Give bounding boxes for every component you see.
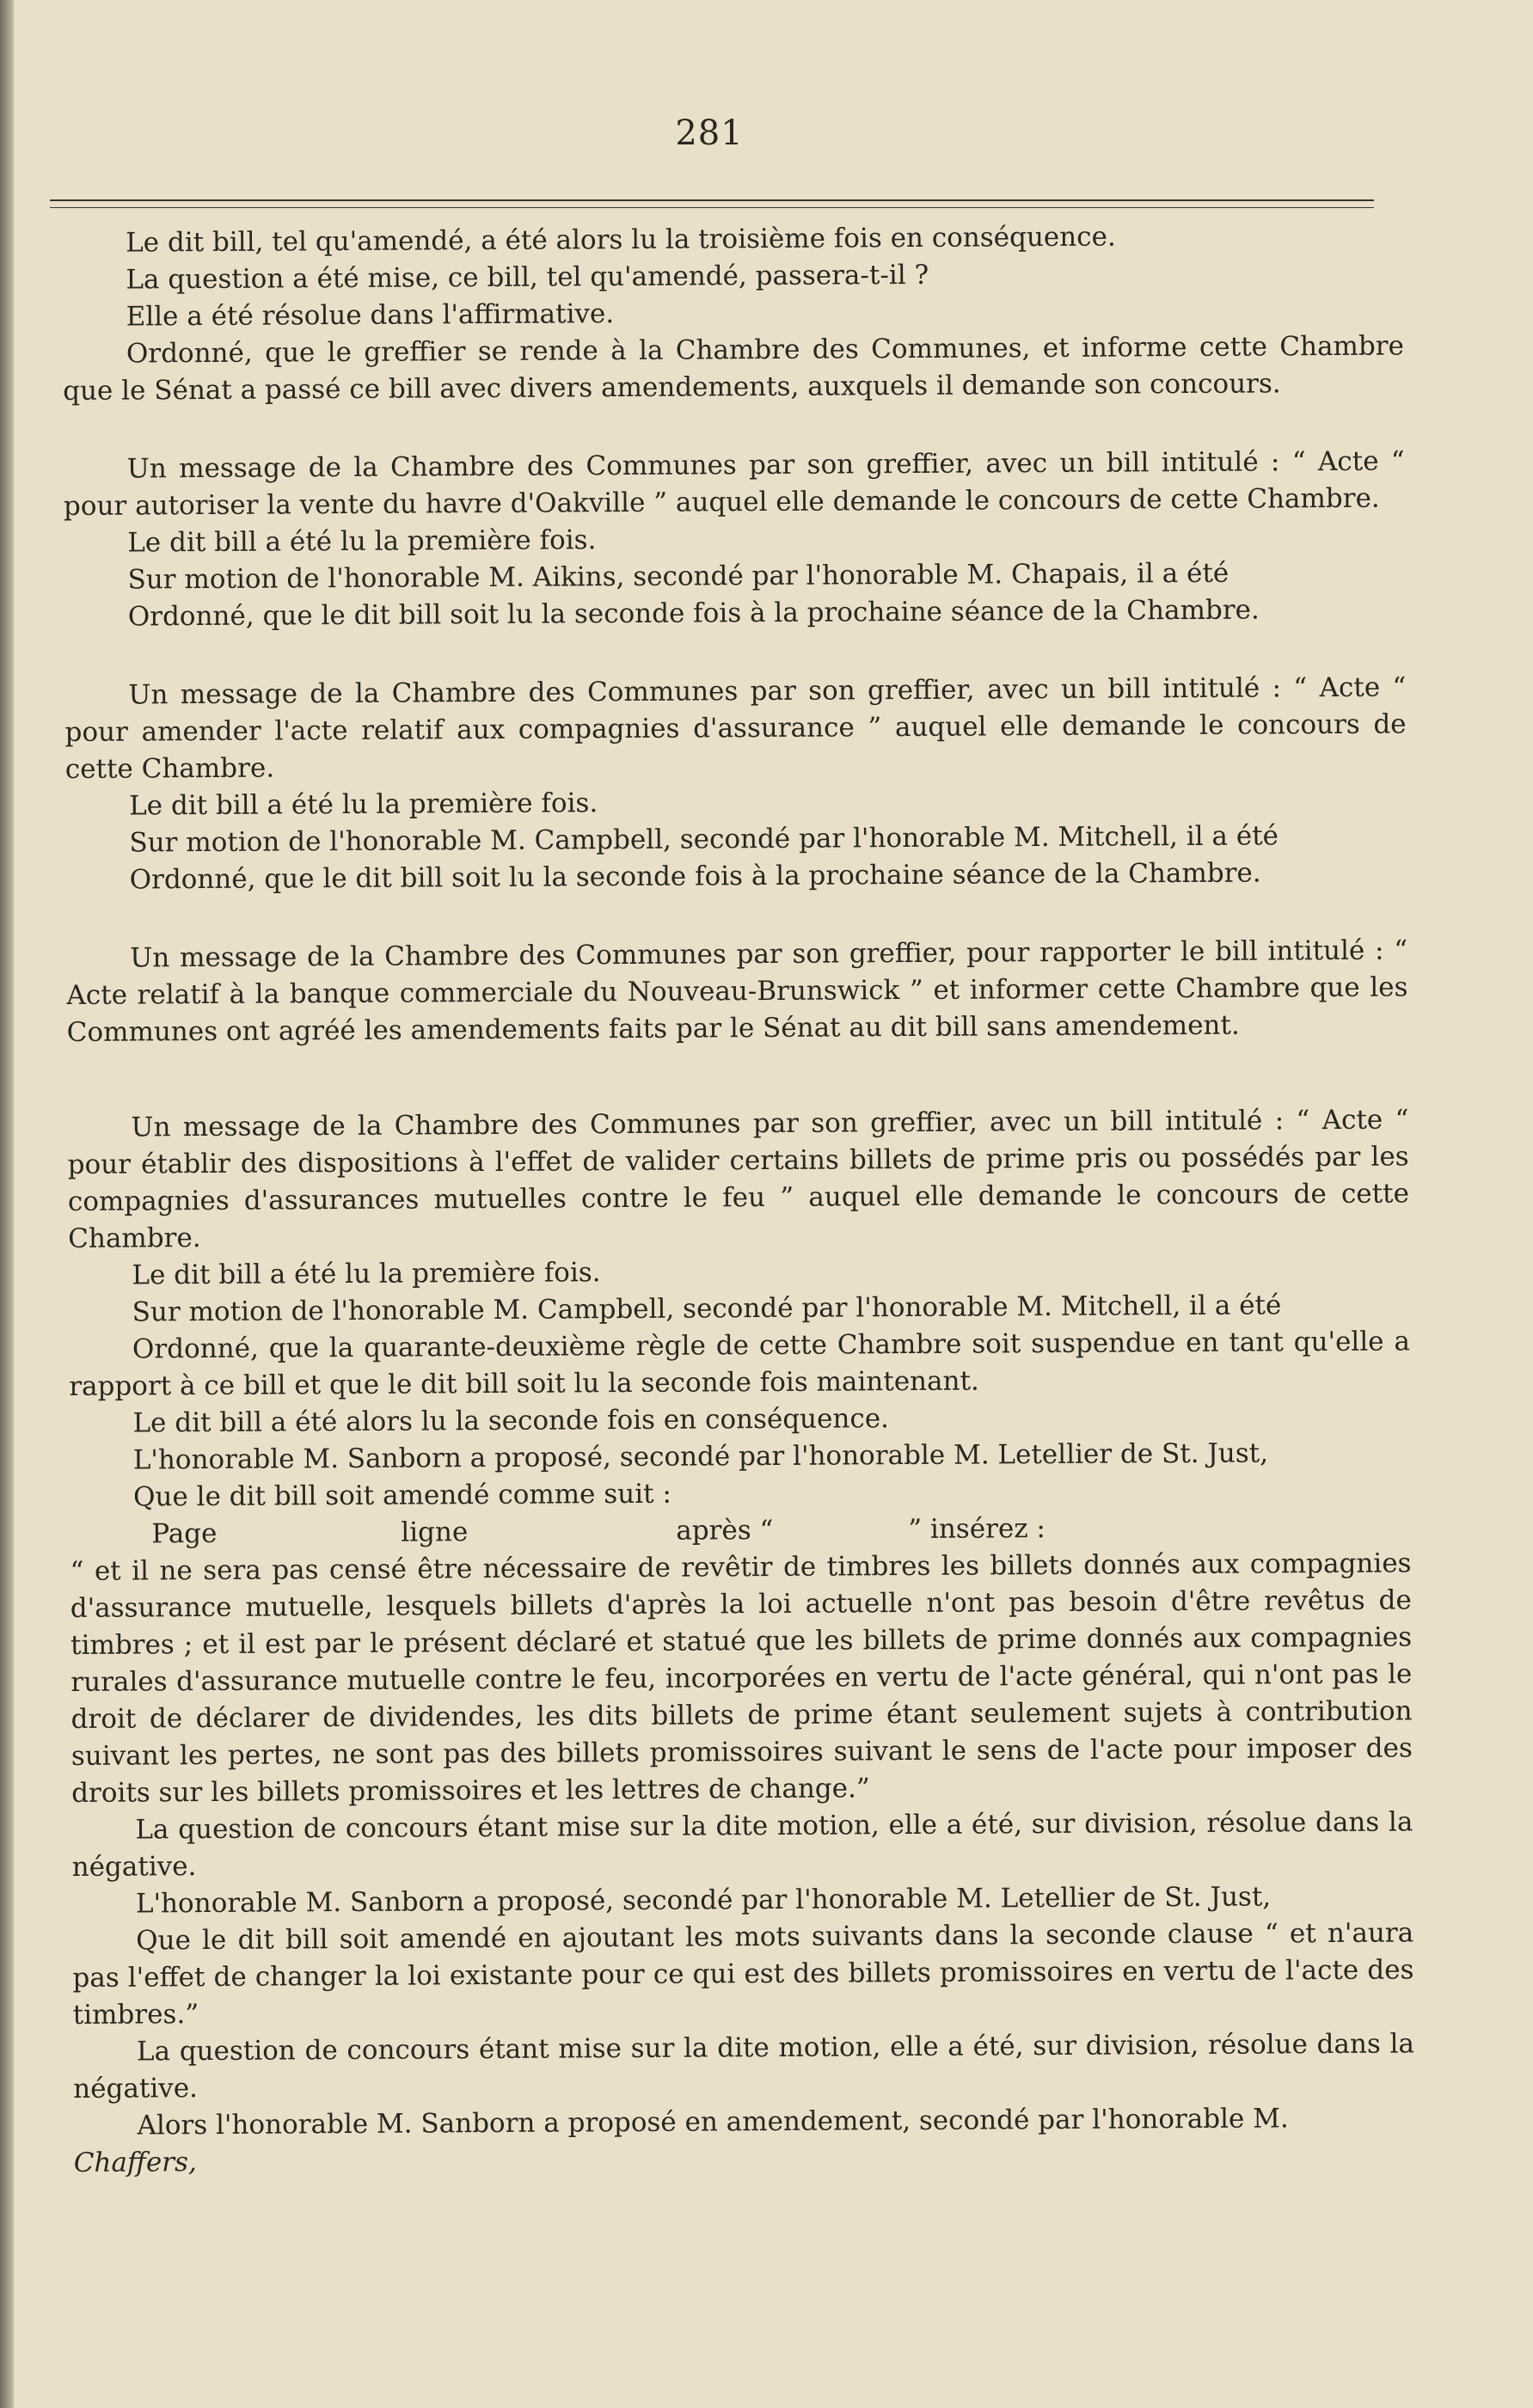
- paragraph: Ordonné, que le dit bill soit lu la seconde fois à la prochaine séance de la Chambre.: [129, 857, 1261, 896]
- paragraph-block-2: [70, 1545, 1414, 2145]
- amendment-page-label: Page: [151, 1517, 218, 1550]
- paragraph: Un message de la Chambre des Communes par son greffier, avec un bill intitulé : “ Acte “ pour établir des dispositions à l'effet de valider certains billets de prime pris ou possédés par les compagnies d'assurances mutuelles contre le feu ” auquel elle demande le concours de cette Chambre.: [67, 1104, 1410, 1254]
- paragraph: Un message de la Chambre des Communes par son greffier, avec un bill intitulé : “ Acte “ pour amender l'acte relatif aux compagnies d'assurance ” auquel elle demande le concours de cette Chambre.: [64, 671, 1407, 785]
- book-binding-edge: [0, 0, 14, 2408]
- paragraph: Elle a été résolue dans l'affirmative.: [126, 298, 615, 333]
- amendment-after-label: après “: [676, 1514, 774, 1547]
- paragraph: Ordonné, que la quarante-deuxième règle de cette Chambre soit suspendue en tant qu'elle a rapport à ce bill et que le dit bill soit lu la seconde fois maintenant.: [69, 1326, 1411, 1402]
- paragraph: Sur motion de l'honorable M. Campbell, secondé par l'honorable M. Mitchell, il a été: [132, 1290, 1282, 1328]
- journal-text: [62, 217, 1415, 2181]
- paragraph: Le dit bill a été lu la première fois.: [132, 1257, 601, 1291]
- paragraph: Alors l'honorable M. Sanborn a proposé en amendement, secondé par l'honorable M.: [137, 2103, 1289, 2141]
- amendment-line-label: ligne: [401, 1516, 469, 1548]
- paragraph: Ordonné, que le dit bill soit lu la seconde fois à la prochaine séance de la Chambre.: [127, 594, 1260, 633]
- paragraph: Le dit bill a été lu la première fois.: [127, 524, 597, 559]
- header-rule: [50, 199, 1374, 201]
- paragraph: Un message de la Chambre des Communes par son greffier, avec un bill intitulé : “ Acte “ pour autoriser la vente du havre d'Oakville ” auquel elle demande le concours de cette Chambre.: [63, 445, 1405, 522]
- paragraph-spacer: [67, 1043, 1408, 1110]
- paragraph: Que le dit bill soit amendé comme suit :: [132, 1478, 671, 1513]
- paragraph: La question de concours étant mise sur la dite motion, elle a été, sur division, résolue dans la négative.: [73, 2028, 1415, 2105]
- paragraph-block-1: [62, 217, 1411, 1516]
- amendment-insert-label: ” insérez :: [908, 1513, 1046, 1546]
- paragraph: Le dit bill a été alors lu la seconde fois en conséquence.: [132, 1403, 890, 1439]
- paragraph: La question a été mise, ce bill, tel qu'amendé, passera-t-il ?: [126, 259, 929, 296]
- paragraph: Sur motion de l'honorable M. Campbell, secondé par l'honorable M. Mitchell, il a été: [129, 820, 1279, 859]
- paragraph: Un message de la Chambre des Communes par son greffier, pour rapporter le bill intitulé : “ Acte relatif à la banque commerciale du Nouveau-Brunswick ” et informer cette Chambre que les Communes ont agréé les amendements faits par le Sénat au dit bill sans amendement.: [66, 934, 1408, 1048]
- paragraph: Ordonné, que le greffier se rende à la Chambre des Communes, et informe cette Chambre que le Sénat a passé ce bill avec divers amendements, auxquels il demande son concours.: [63, 330, 1404, 407]
- paragraph: “ et il ne sera pas censé être nécessaire de revêtir de timbres les billets donnés aux compagnies d'assurance mutuelle, lesquels billets d'après la loi actuelle n'ont pas besoin d'être revêtus de timbres ; et il est par le présent déclaré et statué que les billets de prime donnés aux compagnies rurales d'assurance mutuelle contre le feu, incorporées en vertu de l'acte général, qui n'ont pas le droit de déclarer de dividendes, les dits billets de prime étant seulement sujets à contribution suivant les pertes, ne sont pas des billets promissoires suivant le sens de l'acte pour imposer des droits sur les billets promissoires et les lettres de change.”: [70, 1547, 1413, 1809]
- paragraph: L'honorable M. Sanborn a proposé, secondé par l'honorable M. Letellier de St. Just,: [132, 1437, 1269, 1476]
- header-rule-thin: [50, 207, 1374, 208]
- paragraph: Sur motion de l'honorable M. Aikins, secondé par l'honorable M. Chapais, il a été: [127, 557, 1229, 596]
- paragraph: La question de concours étant mise sur la dite motion, elle a été, sur division, résolue dans la négative.: [71, 1806, 1413, 1883]
- paragraph: Le dit bill, tel qu'amendé, a été alors lu la troisième fois en conséquence.: [126, 221, 1116, 259]
- paragraph: L'honorable M. Sanborn a proposé, secondé par l'honorable M. Letellier de St. Just,: [135, 1881, 1272, 1920]
- paragraph: Que le dit bill soit amendé en ajoutant les mots suivants dans la seconde clause “ et n'aura pas l'effet de changer la loi existante pour ce qui est des billets promissoires en vertu de l'acte des timbres.”: [72, 1917, 1414, 2031]
- final-line: Chaffers,: [73, 2147, 197, 2178]
- paragraph: Le dit bill a été lu la première fois.: [129, 787, 598, 822]
- page-number: 281: [675, 113, 744, 153]
